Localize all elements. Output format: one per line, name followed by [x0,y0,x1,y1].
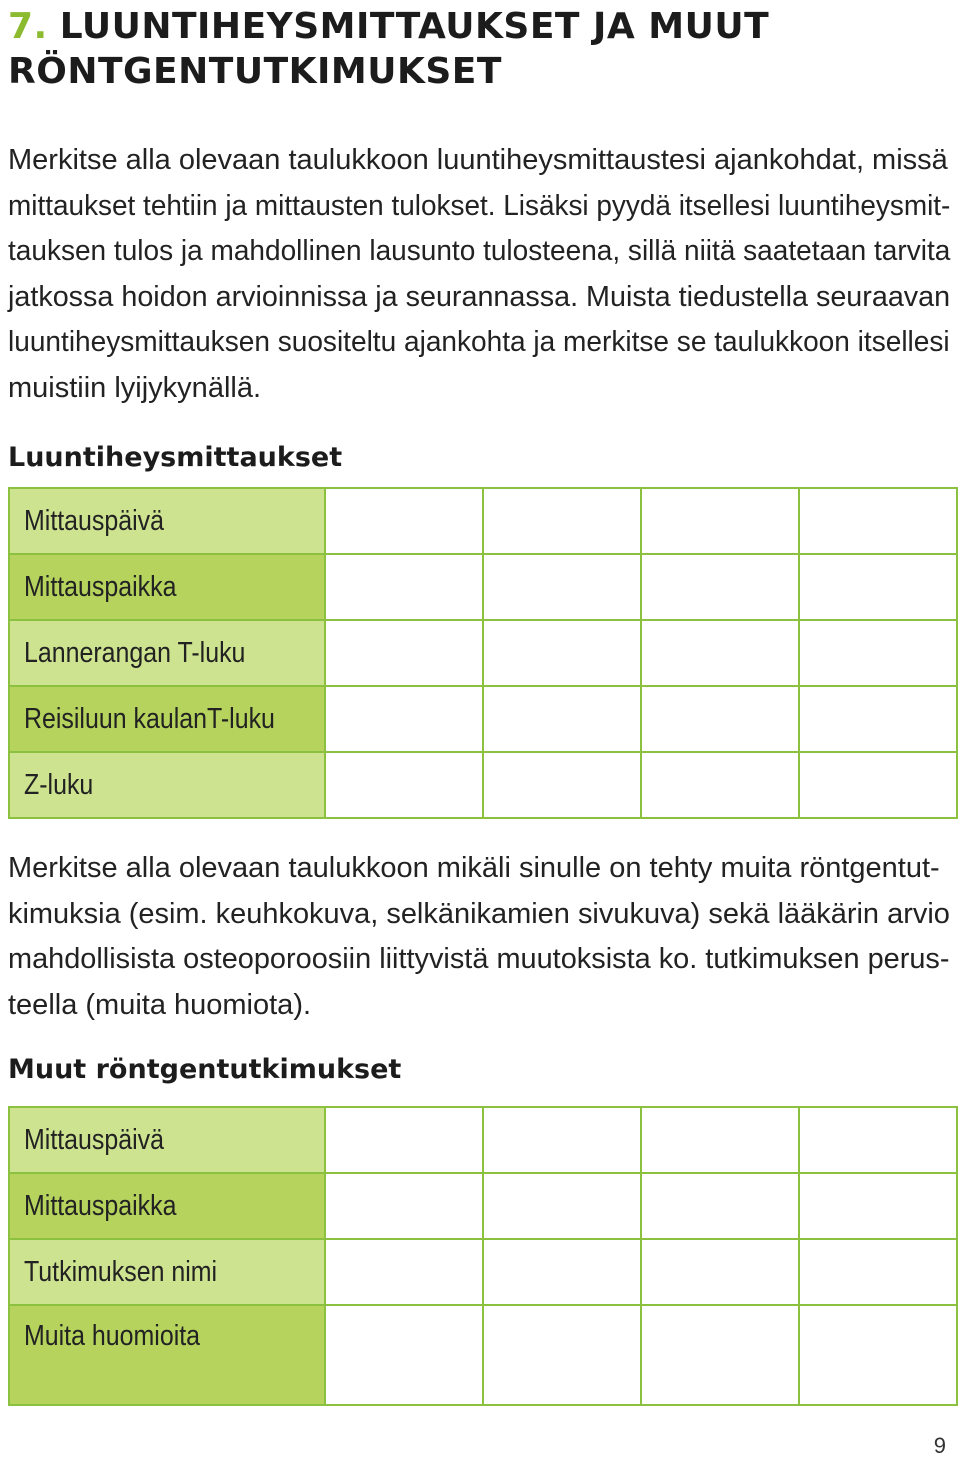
entry-cell[interactable] [799,554,957,620]
paragraph-line: mahdollisista osteoporoosiin liittyvistä muutoksista ko. tutkimuksen perus- [8,943,950,975]
table-row [9,620,957,686]
entry-cell[interactable] [641,620,799,686]
chapter-title-line-2: RÖNTGENTUTKIMUKSET [8,51,502,92]
entry-cell[interactable] [641,554,799,620]
paragraph-line: kimuksia (esim. keuhkokuva, selkänikamien sivukuva) sekä lääkärin arvio [8,897,950,930]
table-row [9,1239,957,1305]
entry-cell[interactable] [325,1305,483,1405]
intro-paragraph [8,138,950,411]
table-row [9,1173,957,1239]
entry-cell[interactable] [483,752,641,818]
row-label: Reisiluun kaulanT-luku [9,686,325,752]
paragraph-line: Merkitse alla olevaan taulukkoon mikäli sinulle on tehty muita röntgentut- [8,852,940,884]
entry-cell[interactable] [483,554,641,620]
entry-cell[interactable] [641,488,799,554]
paragraph-line: teella (muita huomiota). [8,988,312,1021]
entry-cell[interactable] [641,1173,799,1239]
intro-line: muistiin lyijykynällä. [8,371,262,404]
entry-cell[interactable] [799,1173,957,1239]
entry-cell[interactable] [325,1173,483,1239]
row-label: Mittauspaikka [9,1173,325,1239]
entry-cell[interactable] [483,686,641,752]
table-row [9,752,957,818]
bone-density-table [8,487,958,819]
row-label: Mittauspäivä [9,488,325,554]
row-label: Lannerangan T-luku [9,620,325,686]
intro-line: jatkossa hoidon arvioinnissa ja seurannassa. Muista tiedustella seuraavan [8,280,951,313]
entry-cell[interactable] [641,1239,799,1305]
intro-line: luuntiheysmittauksen suositeltu ajankohta ja merkitse se taulukkoon itsellesi [8,326,950,358]
table-row [9,488,957,554]
bone-density-title: Luuntiheysmittaukset [8,442,343,473]
entry-cell[interactable] [483,1107,641,1173]
chapter-number: 7. [8,6,48,47]
intro-line: tauksen tulos ja mahdollinen lausunto tulosteena, sillä niitä saatetaan tarvita [8,235,951,267]
other-xrays-table [8,1106,958,1406]
entry-cell[interactable] [799,488,957,554]
entry-cell[interactable] [483,1173,641,1239]
chapter-title-line-1: LUUNTIHEYSMITTAUKSET JA MUUT [59,6,770,47]
row-label: Muita huomioita [9,1305,325,1405]
other-xrays-title: Muut röntgentutkimukset [8,1054,402,1085]
entry-cell[interactable] [483,1239,641,1305]
entry-cell[interactable] [799,1305,957,1405]
row-label: Tutkimuksen nimi [9,1239,325,1305]
row-label: Mittauspaikka [9,554,325,620]
row-label: Z-luku [9,752,325,818]
row-label: Mittauspäivä [9,1107,325,1173]
entry-cell[interactable] [325,488,483,554]
entry-cell[interactable] [641,686,799,752]
entry-cell[interactable] [641,1305,799,1405]
entry-cell[interactable] [325,686,483,752]
entry-cell[interactable] [325,554,483,620]
intro-line: mittaukset tehtiin ja mittausten tulokset. Lisäksi pyydä itsellesi luuntiheysmit- [8,189,951,222]
entry-cell[interactable] [325,1107,483,1173]
entry-cell[interactable] [325,752,483,818]
entry-cell[interactable] [799,686,957,752]
entry-cell[interactable] [483,620,641,686]
table-row [9,686,957,752]
table-row [9,1305,957,1405]
chapter-heading [8,4,948,94]
page-number: 9 [933,1433,946,1458]
entry-cell[interactable] [325,1239,483,1305]
entry-cell[interactable] [483,1305,641,1405]
entry-cell[interactable] [799,620,957,686]
other-xrays-paragraph [8,846,950,1028]
table-row [9,1107,957,1173]
table-row [9,554,957,620]
entry-cell[interactable] [799,1239,957,1305]
entry-cell[interactable] [641,1107,799,1173]
intro-line: Merkitse alla olevaan taulukkoon luuntiheysmittaustesi ajankohdat, missä [8,144,948,176]
entry-cell[interactable] [325,620,483,686]
entry-cell[interactable] [799,752,957,818]
entry-cell[interactable] [799,1107,957,1173]
entry-cell[interactable] [641,752,799,818]
entry-cell[interactable] [483,488,641,554]
